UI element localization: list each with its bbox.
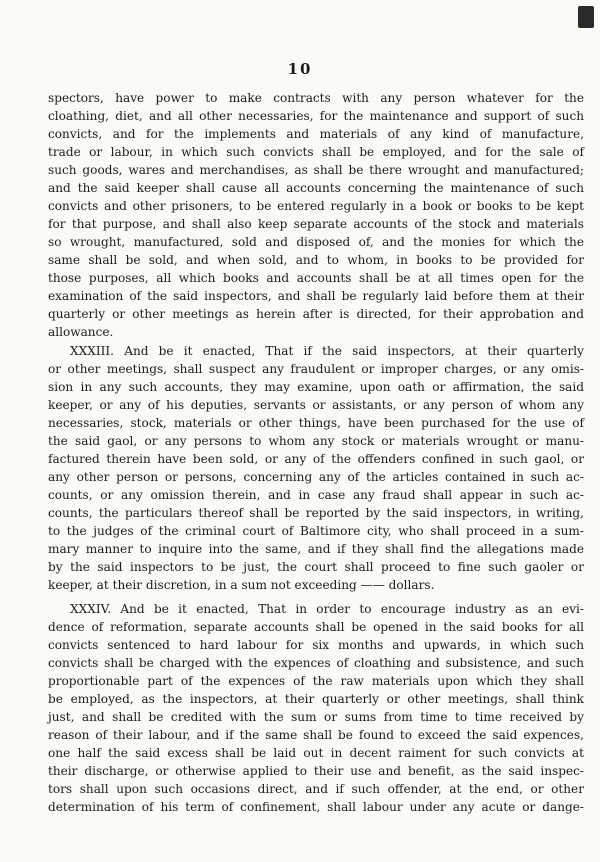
text-line: convicts and other prisoners, to be entered regularly in a book or books to be kept [48, 199, 584, 213]
text-line: proportionable part of the expences of the raw materials upon which they shall [48, 674, 584, 688]
text-line: convicts shall be charged with the expences of cloathing and subsistence, and such [48, 656, 584, 670]
text-line: the said gaol, or any persons to whom any stock or materials wrought or manu- [48, 434, 584, 448]
text-line: dence of reformation, separate accounts shall be opened in the said books for all [48, 620, 584, 634]
text-line: those purposes, all which books and accounts shall be at all times open for the [48, 271, 584, 285]
page-edge-mark [578, 6, 594, 28]
text-line: so wrought, manufactured, sold and disposed of, and the monies for which the [48, 235, 584, 249]
text-line: trade or labour, in which such convicts shall be employed, and for the sale of [48, 145, 584, 159]
text-line: cloathing, diet, and all other necessaries, for the maintenance and support of such [48, 109, 584, 123]
text-line: such goods, wares and merchandises, as shall be there wrought and manufactured; [48, 163, 584, 177]
text-line: be employed, as the inspectors, at their quarterly or other meetings, shall think [48, 692, 584, 706]
text-line: keeper, at their discretion, in a sum not exceeding —— dollars. [48, 578, 435, 592]
text-line: spectors, have power to make contracts with any person whatever for the [48, 91, 584, 105]
section-heading-line: XXXIII. And be it enacted, That if the said inspectors, at their quarterly [70, 344, 584, 358]
text-line: examination of the said inspectors, and shall be regularly laid before them at their [48, 289, 584, 303]
text-line: necessaries, stock, materials or other things, have been purchased for the use of [48, 416, 584, 430]
text-line: convicts sentenced to hard labour for six months and upwards, in which such [48, 638, 584, 652]
text-line: convicts, and for the implements and materials of any kind of manufacture, [48, 127, 584, 141]
text-line: to the judges of the criminal court of Baltimore city, who shall proceed in a sum- [48, 524, 584, 538]
text-line: and the said keeper shall cause all accounts concerning the maintenance of such [48, 181, 584, 195]
text-line: determination of his term of confinement, shall labour under any acute or dange- [48, 800, 584, 814]
text-line: any other person or persons, concerning any of the articles contained in such ac- [48, 470, 584, 484]
section-heading-line: XXXIV. And be it enacted, That in order to encourage industry as an evi- [70, 602, 584, 616]
text-line: reason of their labour, and if the same shall be found to exceed the said expences, [48, 728, 584, 742]
text-line: same shall be sold, and when sold, and to whom, in books to be provided for [48, 253, 584, 267]
text-line: counts, or any omission therein, and in case any fraud shall appear in such ac- [48, 488, 584, 502]
text-line: their discharge, or otherwise applied to their use and benefit, as the said inspec- [48, 764, 584, 778]
text-line: by the said inspectors to be just, the court shall proceed to fine such gaoler or [48, 560, 584, 574]
text-line: just, and shall be credited with the sum or sums from time to time received by [48, 710, 584, 724]
text-line: factured therein have been sold, or any of the offenders confined in such gaol, or [48, 452, 584, 466]
text-line: tors shall upon such occasions direct, and if such offender, at the end, or other [48, 782, 584, 796]
text-line: keeper, or any of his deputies, servants or assistants, or any person of whom any [48, 398, 584, 412]
text-line: one half the said excess shall be laid out in decent raiment for such convicts at [48, 746, 584, 760]
text-line: counts, the particulars thereof shall be reported by the said inspectors, in writing, [48, 506, 584, 520]
text-line: mary manner to inquire into the same, and if they shall find the allegations made [48, 542, 584, 556]
page-number: 10 [287, 60, 313, 78]
text-line: quarterly or other meetings as herein after is directed, for their approbation and [48, 307, 584, 321]
text-line: sion in any such accounts, they may examine, upon oath or affirmation, the said [48, 380, 584, 394]
text-line: or other meetings, shall suspect any fraudulent or improper charges, or any omis- [48, 362, 584, 376]
text-line: allowance. [48, 325, 114, 339]
text-line: for that purpose, and shall also keep separate accounts of the stock and materials [48, 217, 584, 231]
